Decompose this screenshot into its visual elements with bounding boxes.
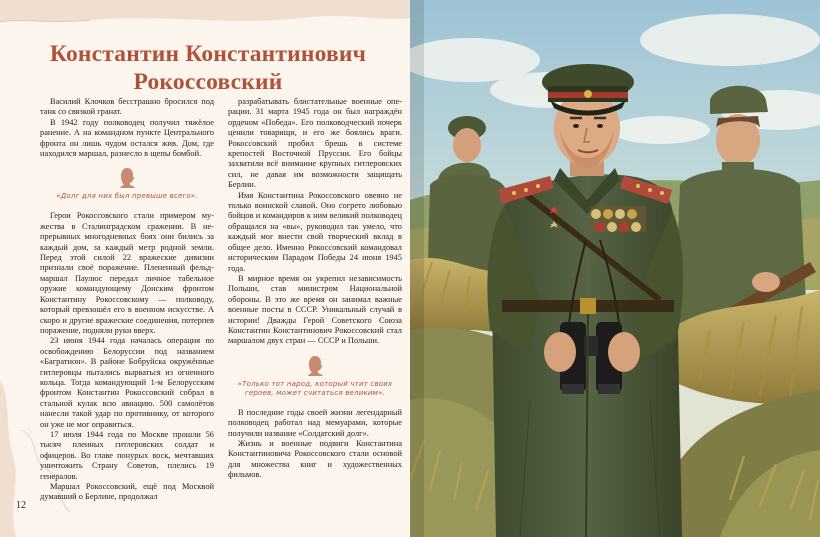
- quote-text: «Долг для них был превыше всего».: [56, 192, 198, 201]
- paragraph: 23 июня 1944 года началась операция по освобождению Белоруссии под названием «Багратион». В районе Бобруйска окружённые гитлеровцы пытались вырваться из огненного кольца. Тогда командующий 1-м Белорусским фронтом Константин Рокоссовский собрал в стальной кулак всю авиацию. 500 самолётов нанесли такой удар по противнику, от которого он уже не мог оправиться.: [40, 336, 214, 429]
- quote-block: [40, 167, 214, 201]
- illustration-page: [410, 0, 820, 537]
- paragraph: В 1942 году полководец получил тяжёлое ранение. А на командном пункте Центрального фронта он лишь чудом остался жив. Дом, где находился маршал, разнесло в щепы бомбой.: [40, 117, 214, 159]
- paragraph: разрабатывать блистательные военные операции. 31 марта 1945 года он был награждён орденом «Победа». Его полководческий почерк ценили товарищи, и его же боялись враги. Рокоссовский пробил брешь в системе крепостей Восточной Пруссии. Его бойцы захватили всё внимание крупных гитлеровских сил, не давая им возможности защищать Берлин.: [228, 97, 402, 190]
- paragraph: В последние годы своей жизни легендарный полководец работал над мемуарами, которые получили название «Солдатский долг».: [228, 407, 402, 438]
- text-column-left: [40, 97, 214, 503]
- paragraph: Имя Константина Рокоссовского овеяно не только воинской славой. Оно согрето любовью бойцов и командиров к ним великий полководец обращался на «вы», руководил так умело, что каждый мог внести свой творческий вклад в общее дело. Именно Рокоссовский командовал историческим Парадом Победы 24 июня 1945 года.: [228, 190, 402, 273]
- head-silhouette-icon: [306, 355, 324, 377]
- head-silhouette-icon: [118, 167, 136, 189]
- paragraph: Герои Рокоссовского стали примером мужества в Сталинградском сражении. В непрерывных многодневных боях они бились за каждый дом, за каждый метр родной земли. Перед этой силой 22 вражеские дивизии признали своё поражение. Плененный фельдмаршал Паулюс передал личное табельное оружие командующему Донским фронтом Константину Рокоссовскому — полководу, который превзошёл его в военном искусстве. А скоро и другие вражеские соединения, потерпев поражение, подняли руки вверх.: [40, 211, 214, 335]
- marshal-illustration: [410, 0, 820, 537]
- page-title: [22, 40, 394, 96]
- paragraph: В мирное время он укрепил независимость Польши, став министром Национальной обороны. В это же время он занимал важные военные посты в СССР. Уникальный случай в истории! Дважды Герой Советского Союза Константин Константинович Рокоссовский стал маршалом двух стран — СССР и Польши.: [228, 273, 402, 346]
- title-line-1: Константин Константинович: [49, 41, 367, 67]
- text-column-right: [228, 97, 402, 481]
- title-line-2: Рокоссовский: [133, 69, 283, 95]
- paragraph: 17 июля 1944 года по Москве прошли 56 тысяч пленных гитлеровских солдат и офицеров. Во главе понурых воск, мечтавших уничтожить Страну Советов, плелись 19 генералов.: [40, 429, 214, 481]
- paragraph: Василий Клочков бесстрашно бросился под танк со связкой гранат.: [40, 97, 214, 117]
- quote-block: [228, 355, 402, 398]
- page-number: 12: [16, 500, 26, 511]
- paragraph: Жизнь и военные подвиги Константина Константиновича Рокоссовского стали основой для множества книг и художественных фильмов.: [228, 438, 402, 480]
- paragraph: Маршал Рокоссовский, ещё под Москвой думавший о Берлине, продолжал: [40, 482, 214, 502]
- quote-text: «Только тот народ, который чтит своих героев, может считаться великим».: [237, 379, 393, 397]
